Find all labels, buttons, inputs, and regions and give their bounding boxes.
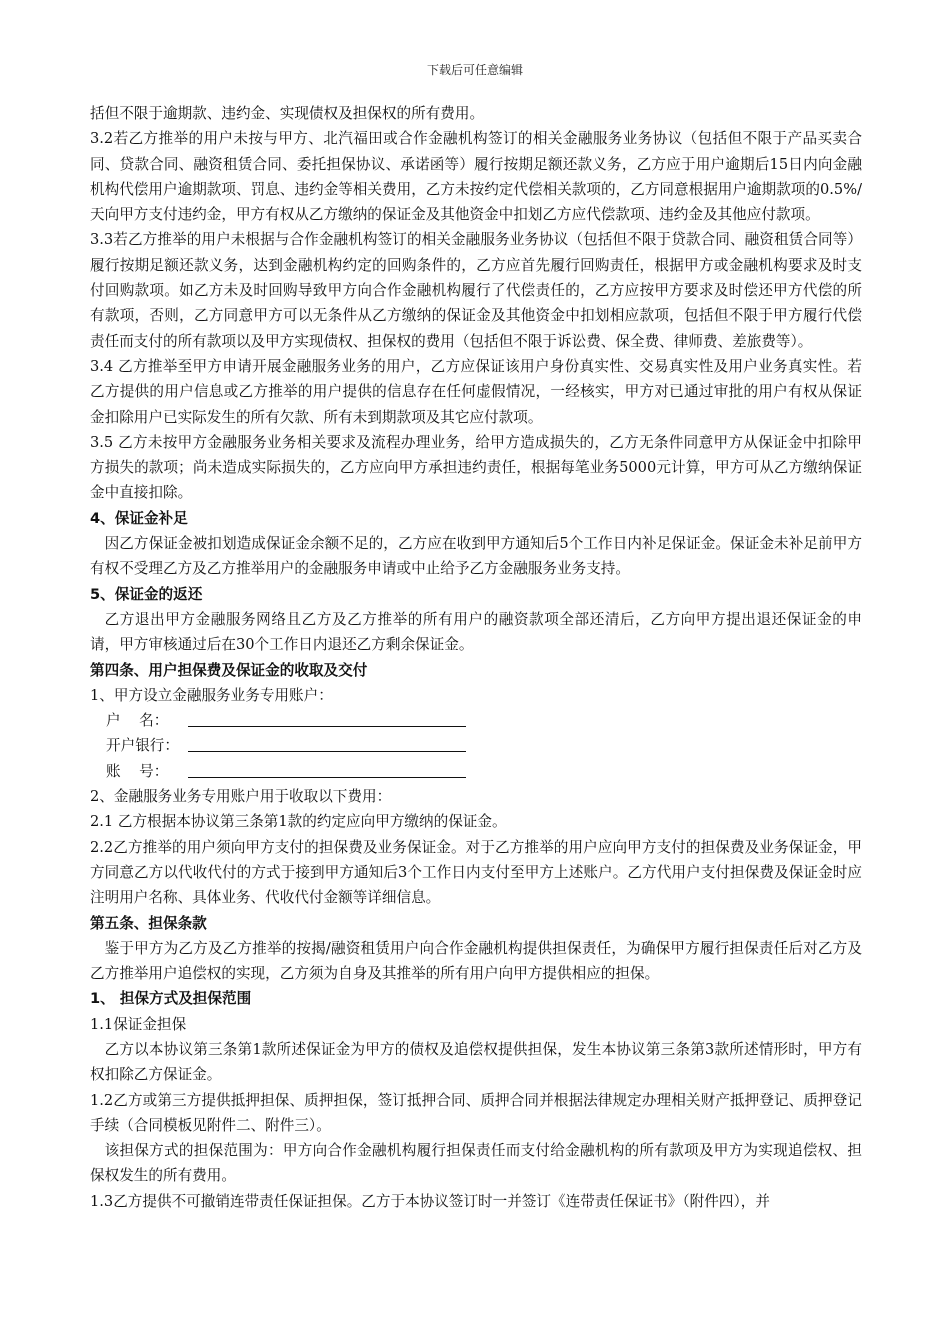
section-heading: 5、保证金的返还 <box>90 585 203 603</box>
paragraph: 1.1保证金担保 <box>90 1015 187 1033</box>
paragraph: 3.4 乙方推举至甲方申请开展金融服务业务的用户，乙方应保证该用户身份真实性、交易真实性及用户业务真实性。若乙方提供的用户信息或乙方推举的用户提供的信息存在任何虚假情况，一经核实，甲方对已通过审批的用户有权从保证金扣除用户已实际发生的所有欠款、所有未到期款项及其它应付款项。 <box>90 357 862 426</box>
blank-fill-line <box>188 750 466 752</box>
section-heading: 第四条、用户担保费及保证金的收取及交付 <box>90 661 368 679</box>
section-heading: 第五条、担保条款 <box>90 914 207 932</box>
paragraph: 2、金融服务业务专用账户用于收取以下费用： <box>90 788 392 806</box>
paragraph: 乙方以本协议第三条第1款所述保证金为甲方的债权及追偿权提供担保，发生本协议第三条第3款所述情形时，甲方有权扣除乙方保证金。 <box>90 1040 862 1084</box>
account-field <box>90 733 862 758</box>
document-body <box>90 101 862 1214</box>
section-heading: 4、保证金补足 <box>90 509 188 527</box>
account-field-label: 账 号： <box>106 762 169 780</box>
account-field-label: 户 名： <box>106 712 169 730</box>
paragraph: 该担保方式的担保范围为：甲方向合作金融机构履行担保责任而支付给金融机构的所有款项及甲方为实现追偿权、担保权发生的所有费用。 <box>90 1142 862 1185</box>
paragraph: 3.2若乙方推举的用户未按与甲方、北汽福田或合作金融机构签订的相关金融服务业务协议（包括但不限于产品买卖合同、贷款合同、融资租赁合同、委托担保协议、承诺函等）履行按期足额还款义务，乙方应于用户逾期后15日内向金融机构代偿用户逾期款项、罚息、违约金等相关费用，乙方未按约定代偿相关款项的，乙方同意根据用户逾期款项的0.5%/天向甲方支付违约金，甲方有权从乙方缴纳的保证金及其他资金中扣划乙方应代偿款项、违约金及其他应付款项。 <box>90 130 862 224</box>
paragraph: 因乙方保证金被扣划造成保证金余额不足的，乙方应在收到甲方通知后5个工作日内补足保证金。保证金未补足前甲方有权不受理乙方及乙方推举用户的金融服务申请或中止给予乙方金融服务业务支持。 <box>90 535 862 578</box>
paragraph: 鉴于甲方为乙方及乙方推举的按揭/融资租赁用户向合作金融机构提供担保责任，为确保甲方履行担保责任后对乙方及乙方推举用户追偿权的实现，乙方须为自身及其推举的所有用户向甲方提供相应的担保。 <box>90 939 862 983</box>
paragraph: 乙方退出甲方金融服务网络且乙方及乙方推举的所有用户的融资款项全部还清后，乙方向甲方提出退还保证金的申请，甲方审核通过后在30个工作日内退还乙方剩余保证金。 <box>90 610 862 654</box>
blank-fill-line <box>188 776 466 778</box>
paragraph: 括但不限于逾期款、违约金、实现债权及担保权的所有费用。 <box>90 105 485 122</box>
page-header: 下载后可任意编辑 <box>426 63 523 77</box>
paragraph: 3.3若乙方推举的用户未根据与合作金融机构签订的相关金融服务业务协议（包括但不限于贷款合同、融资租赁合同等）履行按期足额还款义务，达到金融机构约定的回购条件的，乙方应首先履行回购责任，根据甲方或金融机构要求及时支付回购款项。如乙方未及时回购导致甲方向合作金融机构履行了代偿责任的，乙方应按甲方要求及时偿还甲方代偿的所有款项，否则，乙方同意甲方可以无条件从乙方缴纳的保证金及其他资金中扣划相应款项，包括但不限于甲方履行代偿责任而支付的所有款项以及甲方实现债权、担保权的费用（包括但不限于诉讼费、保全费、律师费、差旅费等）。 <box>90 231 862 350</box>
paragraph: 2.1 乙方根据本协议第三条第1款的约定应向甲方缴纳的保证金。 <box>90 813 507 831</box>
account-field <box>90 708 862 733</box>
blank-fill-line <box>188 725 466 727</box>
paragraph: 3.5 乙方未按甲方金融服务业务相关要求及流程办理业务，给甲方造成损失的，乙方无条件同意甲方从保证金中扣除甲方损失的款项；尚未造成实际损失的，乙方应向甲方承担违约责任，根据每笔业务5000元计算，甲方可从乙方缴纳保证金中直接扣除。 <box>90 433 862 502</box>
account-field <box>90 759 862 784</box>
paragraph: 1.2乙方或第三方提供抵押担保、质押担保，签订抵押合同、质押合同并根据法律规定办理相关财产抵押登记、质押登记手续（合同模板见附件二、附件三）。 <box>90 1091 862 1134</box>
paragraph: 1.3乙方提供不可撤销连带责任保证担保。乙方于本协议签订时一并签订《连带责任保证书》（附件四），并 <box>90 1192 770 1210</box>
paragraph: 2.2乙方推举的用户须向甲方支付的担保费及业务保证金。对于乙方推举的用户应向甲方支付的担保费及业务保证金，甲方同意乙方以代收代付的方式于接到甲方通知后3个工作日内支付至甲方上述账户。乙方代用户支付担保费及保证金时应注明用户名称、具体业务、代收代付金额等详细信息。 <box>90 838 862 907</box>
account-field-label: 开户银行： <box>106 737 179 755</box>
section-heading: 1、 担保方式及担保范围 <box>90 990 252 1008</box>
paragraph: 1、甲方设立金融服务业务专用账户： <box>90 686 333 704</box>
